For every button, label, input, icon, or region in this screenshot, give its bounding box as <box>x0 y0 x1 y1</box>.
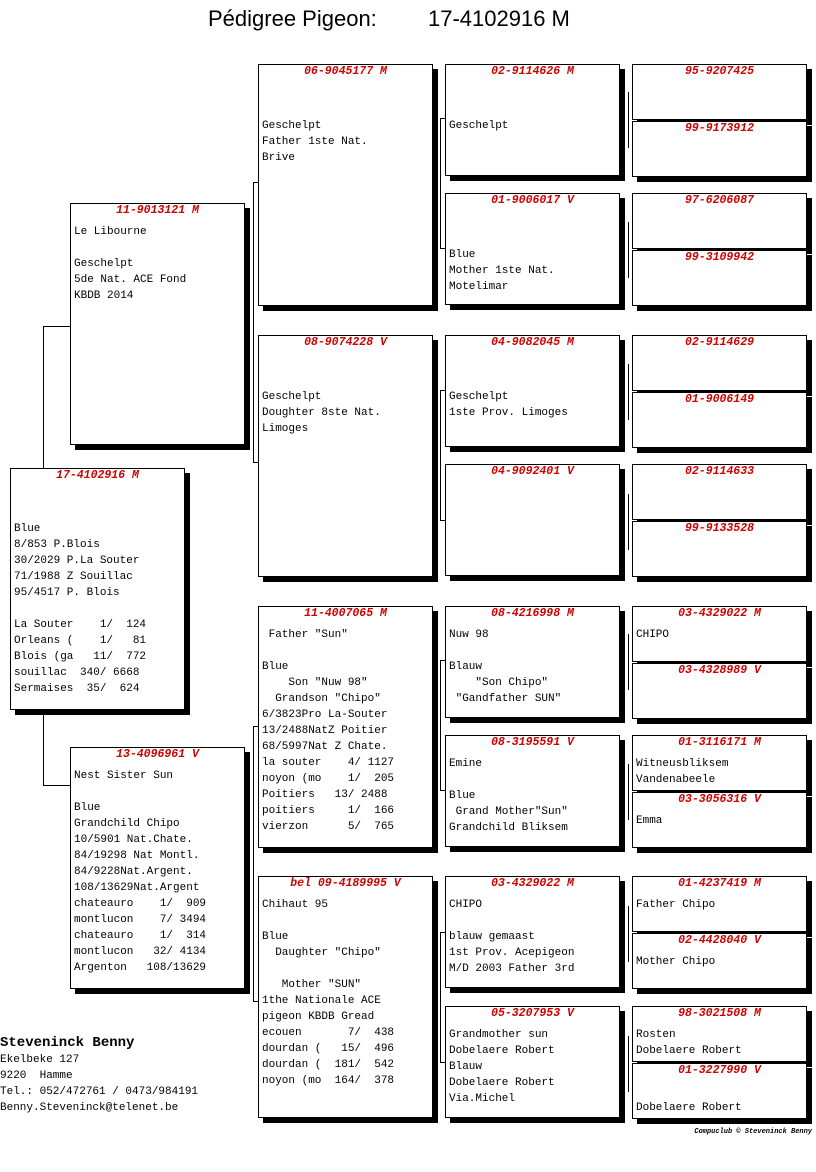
pigeon-card-fff[interactable] <box>445 64 620 176</box>
ring-number: 08-4216998 M <box>491 607 574 620</box>
ring-number: 05-3207953 V <box>491 1007 574 1020</box>
ring-number: 03-4328989 V <box>678 664 761 677</box>
owner-phone: Tel.: 052/472761 / 0473/984191 <box>0 1086 199 1098</box>
pigeon-card-mmm[interactable] <box>445 1006 620 1118</box>
footer-credit: Compuclub © Steveninck Benny <box>694 1128 812 1136</box>
owner-street: Ekelbeke 127 <box>0 1054 80 1066</box>
ring-number: 11-9013121 M <box>116 204 199 217</box>
connector-line <box>440 932 441 1062</box>
pigeon-details: Mother Chipo <box>636 956 716 968</box>
connector-line <box>628 634 629 690</box>
pigeon-card-ff[interactable] <box>258 64 433 306</box>
ring-number: 01-4237419 M <box>678 877 761 890</box>
pigeon-details: Geschelpt 1ste Prov. Limoges <box>449 391 568 419</box>
pigeon-card-fm[interactable] <box>258 335 433 577</box>
pigeon-details: Chihaut 95 Blue Daughter "Chipo" Mother "SUN" 1the Nationale ACE pigeon KBDB Gread ecouen 7/ 438 dourdan ( 15/ 496 dourdan ( 181/ 542 noyon (mo 164/ 378 <box>262 899 395 1087</box>
title-label: Pédigree Pigeon: <box>208 6 377 31</box>
ring-number: 08-3195591 V <box>491 736 574 749</box>
pigeon-details: Geschelpt <box>449 120 509 132</box>
connector-line <box>628 92 629 148</box>
pigeon-card-g10[interactable] <box>632 663 807 719</box>
pigeon-details: Rosten Dobelaere Robert <box>636 1029 742 1057</box>
connector-line <box>440 118 441 248</box>
connector-line <box>43 785 70 786</box>
pigeon-card-g1[interactable] <box>632 64 807 120</box>
connector-line <box>43 326 44 468</box>
connector-line <box>628 1036 629 1092</box>
connector-line <box>628 764 629 820</box>
ring-number: 04-9092401 V <box>491 465 574 478</box>
pigeon-details: Nest Sister Sun Blue Grandchild Chipo 10/5901 Nat.Chate. 84/19298 Nat Montl. 84/9228Nat.Argent. 108/13629Nat.Argent chateauro 1/ 909 montlucon 7/ 3494 chateauro 1/ 314 montlucon 32/ 4134 Argenton 108/13629 <box>74 770 207 974</box>
pigeon-card-subject[interactable] <box>10 468 185 710</box>
ring-number: 98-3021508 M <box>678 1007 761 1020</box>
ring-number: 03-4329022 M <box>491 877 574 890</box>
pigeon-details: Le Libourne Geschelpt 5de Nat. ACE Fond KBDB 2014 <box>74 226 187 302</box>
ring-number: 02-9114626 M <box>491 65 574 78</box>
pigeon-card-mmf[interactable] <box>445 876 620 988</box>
connector-line <box>43 710 44 785</box>
ring-number: 01-9006149 <box>684 393 754 406</box>
pigeon-card-g16[interactable] <box>632 1063 807 1119</box>
connector-line <box>43 326 70 327</box>
owner-email[interactable]: Benny.Steveninck@telenet.be <box>0 1102 179 1114</box>
pigeon-details: Geschelpt Father 1ste Nat. Brive <box>262 120 368 164</box>
pigeon-card-g7[interactable] <box>632 464 807 520</box>
pigeon-details: Dobelaere Robert <box>636 1102 742 1114</box>
pigeon-card-ffm[interactable] <box>445 193 620 305</box>
owner-name: Steveninck Benny <box>0 1035 135 1051</box>
pigeon-details: Father "Sun" Blue Son "Nuw 98" Grandson "Chipo" 6/3823Pro La-Souter 13/2488NatZ Poitier 68/5997Nat Z Chate. la souter 4/ 1127 noyon (mo 1/ 205 Poitiers 13/ 2488 poitiers 1/ 166 vierzon 5/ 765 <box>262 629 395 833</box>
owner-city: 9220 Hamme <box>0 1070 73 1082</box>
ring-number: 02-9114633 <box>684 465 754 478</box>
connector-line <box>253 182 254 462</box>
connector-line <box>628 222 629 278</box>
ring-number: 03-3056316 V <box>678 793 761 806</box>
ring-number: 95-9207425 <box>684 65 754 78</box>
pigeon-details: CHIPO blauw gemaast 1st Prov. Acepigeon M/D 2003 Father 3rd <box>449 899 575 975</box>
ring-number: 97-6206087 <box>684 194 754 207</box>
ring-number: bel 09-4189995 V <box>290 877 401 890</box>
pigeon-card-mff[interactable] <box>445 606 620 718</box>
pigeon-card-g3[interactable] <box>632 193 807 249</box>
pigeon-details: Witneusbliksem Vandenabeele <box>636 758 729 786</box>
ring-number: 11-4007065 M <box>304 607 387 620</box>
ring-number: 03-4329022 M <box>678 607 761 620</box>
pigeon-card-g8[interactable] <box>632 521 807 577</box>
page-title <box>0 4 816 32</box>
connector-line <box>628 906 629 962</box>
ring-number: 02-9114629 <box>684 336 754 349</box>
pigeon-details: Blue Mother 1ste Nat. Motelimar <box>449 249 555 293</box>
ring-number: 08-9074228 V <box>304 336 387 349</box>
pigeon-card-g2[interactable] <box>632 121 807 177</box>
title-ring: 17-4102916 M <box>428 6 570 31</box>
pigeon-card-father[interactable] <box>70 203 245 445</box>
connector-line <box>628 494 629 550</box>
ring-number: 17-4102916 M <box>56 469 139 482</box>
ring-number: 04-9082045 M <box>491 336 574 349</box>
pigeon-details: Nuw 98 Blauw "Son Chipo" "Gandfather SUN" <box>449 629 562 705</box>
connector-line <box>440 390 441 520</box>
pigeon-card-g12[interactable] <box>632 792 807 848</box>
ring-number: 01-3227990 V <box>678 1064 761 1077</box>
pigeon-details: Emma <box>636 815 663 827</box>
pigeon-card-fmf[interactable] <box>445 335 620 447</box>
pigeon-card-mfm[interactable] <box>445 735 620 847</box>
pigeon-card-g15[interactable] <box>632 1006 807 1062</box>
ring-number: 01-9006017 V <box>491 194 574 207</box>
pigeon-details: Geschelpt Doughter 8ste Nat. Limoges <box>262 391 381 435</box>
pigeon-card-g9[interactable] <box>632 606 807 662</box>
pigeon-details: Blue 8/853 P.Blois 30/2029 P.La Souter 71/1988 Z Souillac 95/4517 P. Blois La Souter 1/ 124 Orleans ( 1/ 81 Blois (ga 11/ 772 souillac 340/ 6668 Sermaises 35/ 624 <box>14 523 147 695</box>
ring-number: 99-9173912 <box>684 122 754 135</box>
ring-number: 99-9133528 <box>684 522 754 535</box>
pigeon-details: CHIPO <box>636 629 670 641</box>
ring-number: 01-3116171 M <box>678 736 761 749</box>
ring-number: 02-4428040 V <box>678 934 761 947</box>
pigeon-card-g6[interactable] <box>632 392 807 448</box>
pigeon-card-g5[interactable] <box>632 335 807 391</box>
pigeon-details: Emine Blue Grand Mother"Sun" Grandchild Bliksem <box>449 758 568 834</box>
pigeon-card-mother[interactable] <box>70 747 245 989</box>
connector-line <box>440 660 441 790</box>
pigeon-details: Grandmother sun Dobelaere Robert Blauw Dobelaere Robert Via.Michel <box>449 1029 555 1105</box>
ring-number: 99-3109942 <box>684 251 754 264</box>
connector-line <box>253 726 254 1001</box>
pigeon-card-g14[interactable] <box>632 933 807 989</box>
pigeon-card-fmm[interactable] <box>445 464 620 576</box>
pigeon-card-g11[interactable] <box>632 735 807 791</box>
connector-line <box>628 364 629 420</box>
pigeon-card-g4[interactable] <box>632 250 807 306</box>
ring-number: 06-9045177 M <box>304 65 387 78</box>
pigeon-card-mm[interactable] <box>258 876 433 1118</box>
pigeon-details: Father Chipo <box>636 899 716 911</box>
ring-number: 13-4096961 V <box>116 748 199 761</box>
pigeon-card-g13[interactable] <box>632 876 807 932</box>
pigeon-card-mf[interactable] <box>258 606 433 848</box>
owner-info <box>0 1034 198 1116</box>
